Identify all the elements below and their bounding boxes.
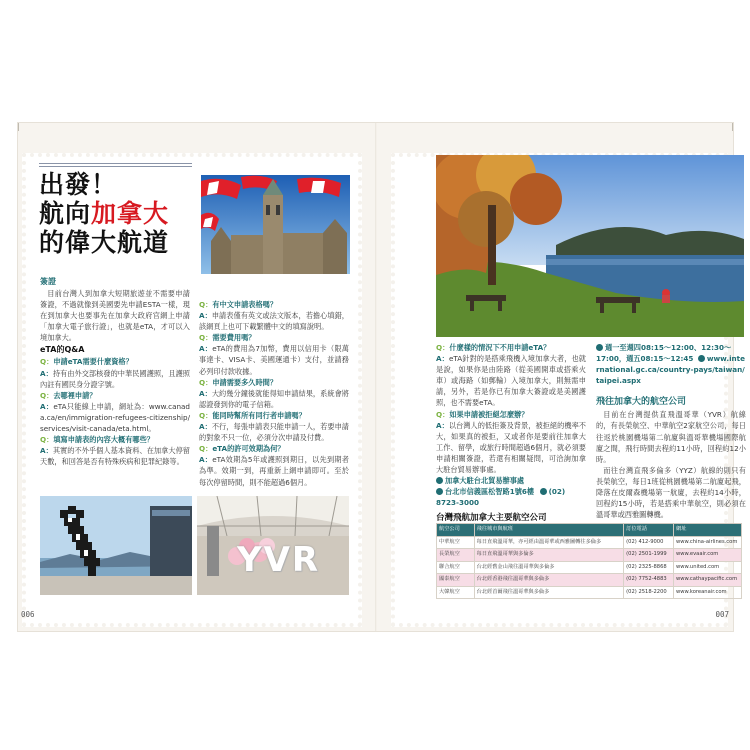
lake-park-photo [436, 155, 744, 337]
globe-icon [698, 355, 705, 362]
left-column-b [199, 299, 349, 488]
book-gutter [375, 123, 377, 631]
eta-qa-heading: eTA的Q&A [40, 345, 85, 355]
airline-paragraph-2: 而往台灣直飛多倫多（YYZ）航線的則只有長榮航空，每日1班從桃園機場第二航廈起飛，降落在皮爾森機場第一航廈，去程約14小時，回程約15小時，若是搭乘中華航空，則必須在溫哥華或西雅圖轉機。 [596, 465, 746, 520]
title-line-2: 航向加拿大 [39, 199, 170, 228]
qa-item: Q：需要費用嗎？ A：eTA的費用為7加幣，費用以信用卡（限萬事達卡、VISA卡、美國運通卡）支付，並請務必列印付款收據。 [199, 333, 349, 376]
qa-item: Q：去哪裡申請？ A：eTA只能線上申請，網址為：www.canada.ca/en/immigration-refugees-citizenship/services/visit-canada/eta.html。 [40, 390, 190, 434]
page-title [39, 170, 194, 258]
airline-paragraph-1: 目前在台灣提供直飛溫哥華（YVR）航線的，有長榮航空、中華航空2家航空公司，每日往返於桃園機場第二航廈與溫哥華機場國際航廈之間，飛行時間去程約11小時，回程約12小時。 [596, 410, 746, 464]
map-pin-icon [436, 488, 443, 495]
right-column-c [436, 342, 586, 508]
col-header: 網址 [674, 524, 742, 537]
building-icon [436, 477, 443, 484]
page-number-left: 006 [21, 610, 35, 619]
qa-item: Q：什麼樣的情況下不用申請eTA？ A：eTA針對的是搭乘飛機入境加拿大者，也就是說，如果你是由陸路（從美國開車或搭乘火車）或海路（如郵輪）入境加拿大，則無需申請，另外，若是你已有加拿大簽證或是美國護照，也不需要eTA。 [436, 343, 586, 408]
qa-item: Q：填寫申請表的內容大概有哪些？ A：其實的不外乎個人基本資料、在加拿大停留天數，和回答是否有特殊疾病和犯罪紀錄等。 [40, 435, 190, 467]
table-row: 大韓航空 台北經首爾飛往溫哥華與多倫多 (02) 2518-2200 www.koreanair.com [437, 586, 742, 599]
parliament-photo [201, 175, 350, 274]
page-number-right: 007 [715, 610, 729, 619]
title-line-1: 出發！ [39, 170, 118, 199]
crop-mark [18, 123, 19, 131]
table-row: 中華航空 每日直飛溫哥華，亦可經由溫哥華或西雅圖轉往多倫多 (02) 412-9000 www.china-airlines.com [437, 536, 742, 549]
airline-table [436, 523, 742, 599]
office-hours: 週一至週四08:15～12:00、12:30～17:00，週五08:15～12:45 www.international.gc.ca/country-pays/taiwan/taipei.aspx [596, 343, 745, 386]
table-header-row [437, 524, 742, 537]
airline-table-title: 台灣飛航加拿大主要航空公司 [436, 513, 547, 523]
phone-icon [540, 488, 547, 495]
right-column-d [596, 342, 746, 520]
left-column-a [40, 276, 190, 467]
qa-item: Q：有中文申請表格嗎？ A：申請表僅有英文或法文版本，若擔心填錯，該網頁上也可下載繁體中文的填寫說明。 [199, 300, 349, 332]
yvr-sign-text: YVR [237, 540, 321, 580]
yvr-airport-photo [197, 496, 349, 595]
qa-item: Q：能同時幫所有同行者申請嗎？ A：不行，每張申請表只能申請一人，若要申請的對象不只一位，必須分次申請及付費。 [199, 410, 349, 443]
qa-item: Q：申請eTA需要什麼資格？ A：持有由外交部核發的中華民國護照，且護照內註有國民身分證字號。 [40, 357, 190, 389]
qa-item: Q：如果申請被拒絕怎麼辦？ A：以台灣人的低拒簽及背景，被拒絕的機率不大，如果真的被拒，又或者你是要前往加拿大工作、留學，或旅行時間超過6個月，就必須要申請相關簽證，若還有相關疑問，可洽詢加拿大駐台貿易辦事處。 [436, 409, 586, 475]
col-header: 航空公司 [437, 524, 475, 537]
orca-sculpture-photo [40, 496, 192, 595]
title-stripe [39, 163, 192, 167]
office-url[interactable]: www.international.gc.ca/country-pays/taiwan/taipei.aspx [596, 354, 745, 386]
col-header: 飛往城市與航班 [474, 524, 623, 537]
table-row: 聯合航空 台北經舊金山飛往溫哥華與多倫多 (02) 2325-8868 www.united.com [437, 561, 742, 574]
airline-heading: 飛往加拿大的航空公司 [596, 397, 687, 408]
clock-icon [596, 344, 603, 351]
table-row: 國泰航空 台北經香港飛往溫哥華與多倫多 (02) 7752-4883 www.cathaypacific.com [437, 574, 742, 587]
visa-paragraph: 目前台灣人到加拿大短期旅遊並不需要申請簽證，不過就像到美國要先申請ESTA一樣，現在到加拿大也要事先在加拿大政府官網上申請「加拿大電子旅行證」，也就是eTA，才可以入境加拿大。 [40, 289, 190, 343]
visa-heading: 簽證 [40, 277, 56, 286]
col-header: 訂位電話 [624, 524, 674, 537]
office-contact: 台北市信義區松智路1號6樓 (02) 8723-3000 [436, 487, 566, 508]
crop-mark [732, 123, 733, 131]
table-row: 長榮航空 每日直飛溫哥華與多倫多 (02) 2501-1999 www.evaair.com [437, 549, 742, 562]
book-spread [17, 122, 746, 632]
office-name: 加拿大駐台北貿易辦事處 [436, 475, 586, 486]
qa-item: Q：申請需要多久時間？ A：大約幾分鐘後就能得知申請結果，系統會將認證發到你的電子信箱。 [199, 377, 349, 409]
qa-item: Q：eTA的許可效期為何？ A：eTA效期為5年或護照到期日，以先到期者為準。效期一到，再重新上網申請即可。至於每次停留時間，則不能超過6個月。 [199, 444, 349, 487]
title-line-3: 的偉大航道 [39, 228, 170, 257]
